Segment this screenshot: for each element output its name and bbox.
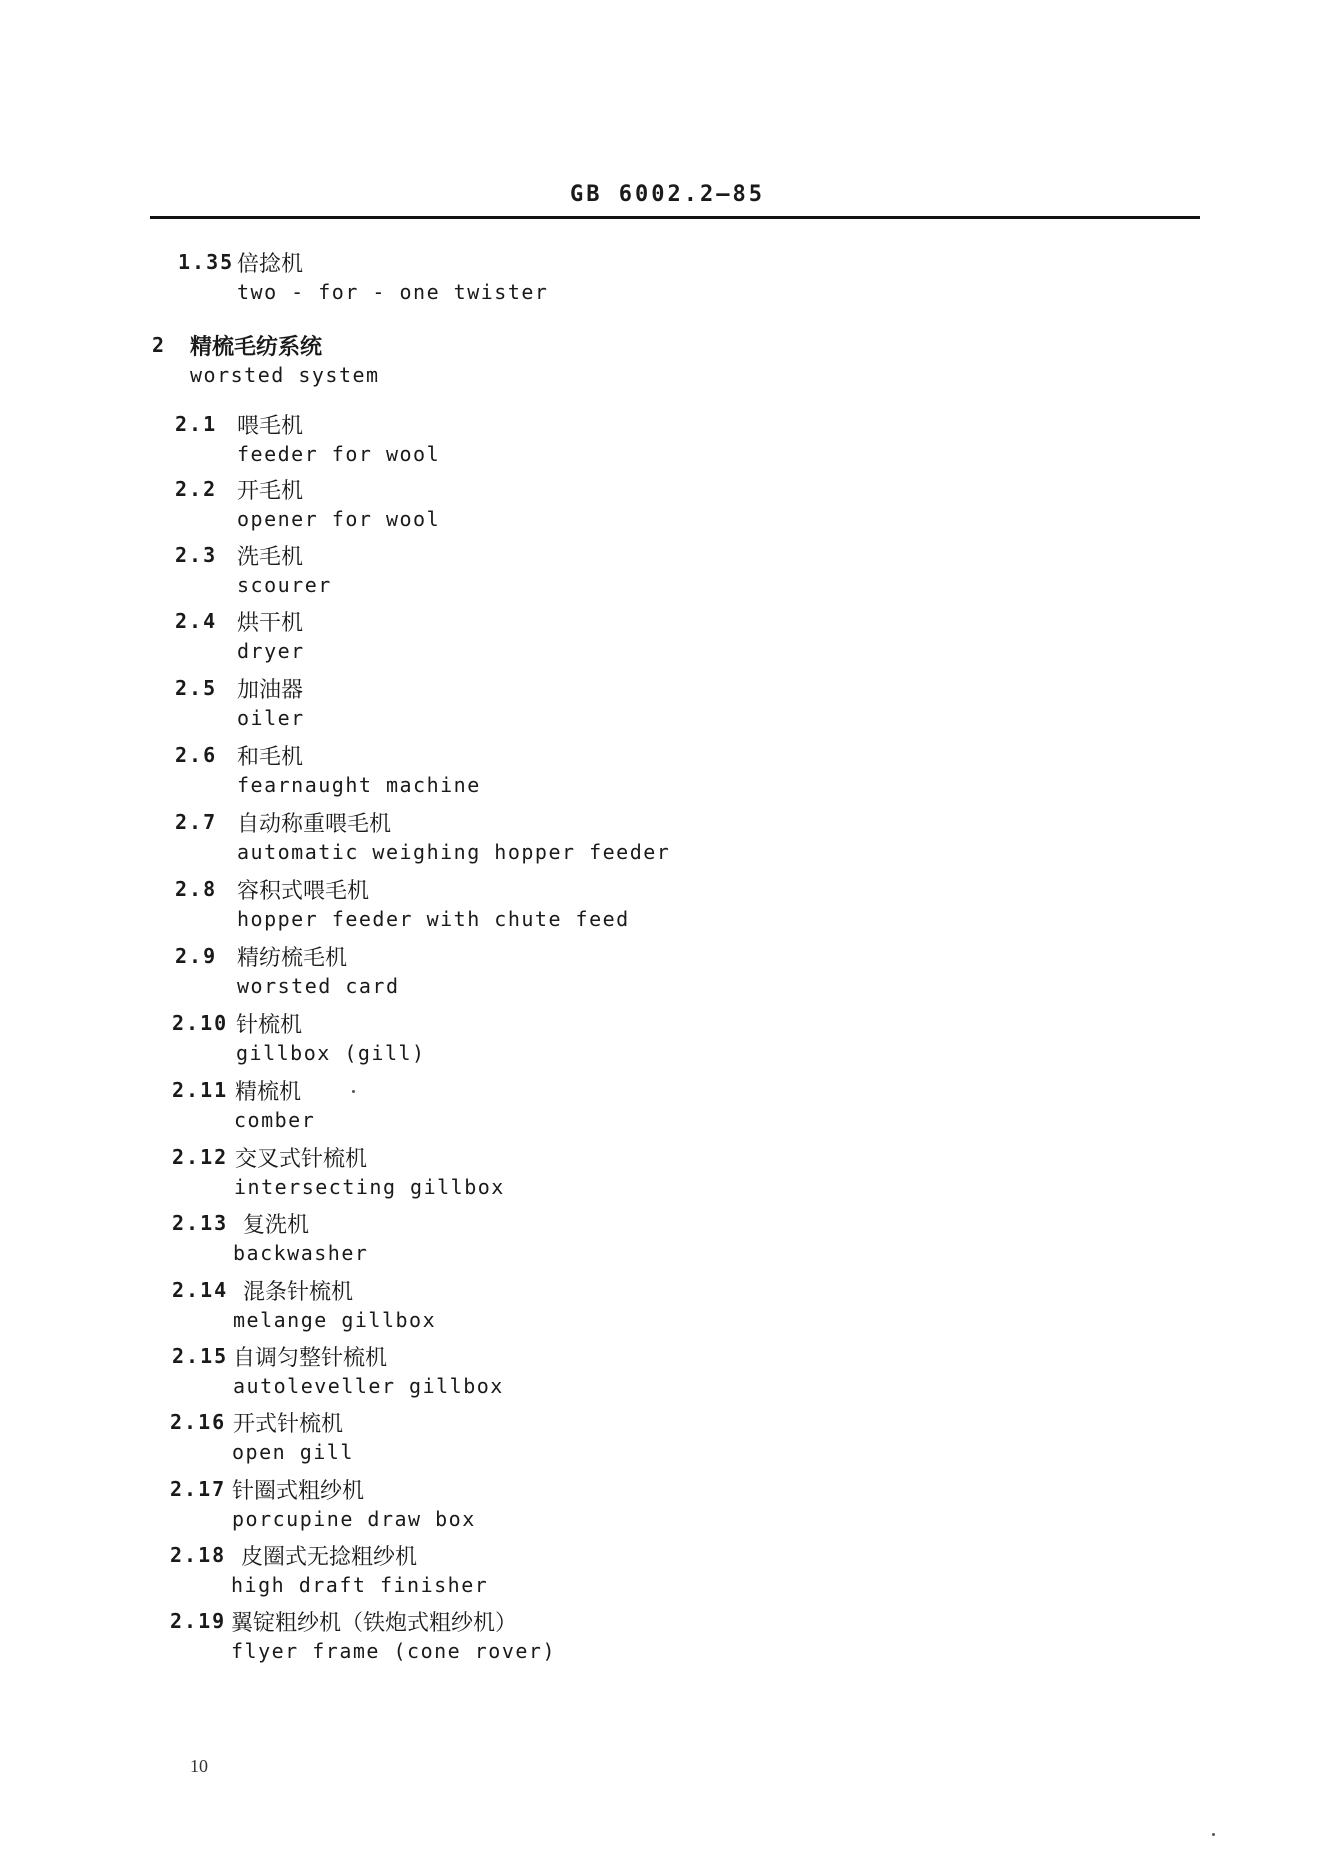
term-chinese: 精纺梳毛机 (237, 946, 348, 971)
page-number: 10 (190, 1756, 208, 1776)
term-chinese: 复洗机 (243, 1213, 310, 1238)
term-english: intersecting gillbox (234, 1175, 505, 1199)
term-english: two - for - one twister (237, 280, 549, 304)
term-english: hopper feeder with chute feed (237, 907, 630, 931)
term-english: scourer (237, 573, 332, 597)
term-chinese: 喂毛机 (237, 414, 304, 439)
term-english: dryer (237, 639, 305, 663)
term-english: fearnaught machine (237, 773, 481, 797)
term-chinese: 混条针梳机 (243, 1280, 354, 1305)
term-number: 2.11 (172, 1078, 229, 1102)
section-title-chinese: 精梳毛纺系统 (190, 335, 323, 360)
section-title-english: worsted system (190, 363, 380, 387)
term-number: 2.12 (172, 1145, 229, 1169)
term-chinese: 烘干机 (237, 611, 304, 636)
term-number: 2.17 (170, 1477, 227, 1501)
term-number: 2.19 (170, 1609, 227, 1633)
term-number: 2.3 (175, 543, 218, 567)
term-number: 2.16 (170, 1410, 227, 1434)
term-english: flyer frame (cone rover) (231, 1639, 556, 1663)
page-header (150, 182, 1200, 218)
term-english: melange gillbox (233, 1308, 437, 1332)
term-chinese: 交叉式针梳机 (235, 1147, 368, 1172)
scan-speck (1212, 1833, 1215, 1836)
term-english: open gill (232, 1440, 354, 1464)
term-number: 2.18 (170, 1543, 227, 1567)
term-number: 2.14 (172, 1278, 229, 1302)
term-chinese: 洗毛机 (237, 545, 304, 570)
term-english: opener for wool (237, 507, 441, 531)
term-number: 2.7 (175, 810, 218, 834)
term-chinese: 翼锭粗纱机（铁炮式粗纱机） (231, 1611, 518, 1636)
term-chinese: 针梳机 (236, 1013, 303, 1038)
term-chinese: 倍捻机 (237, 252, 304, 277)
header-rule (150, 216, 1200, 219)
term-number: 2.10 (172, 1011, 229, 1035)
term-english: porcupine draw box (232, 1507, 476, 1531)
term-english: backwasher (233, 1241, 369, 1265)
term-number: 2.2 (175, 477, 218, 501)
term-english: worsted card (237, 974, 400, 998)
section-number: 2 (152, 333, 167, 357)
term-number: 2.5 (175, 676, 218, 700)
term-number: 2.4 (175, 609, 218, 633)
scan-speck (352, 1090, 355, 1093)
term-english: high draft finisher (231, 1573, 489, 1597)
term-english: automatic weighing hopper feeder (237, 840, 671, 864)
term-number: 2.13 (172, 1211, 229, 1235)
standard-code: GB 6002.2—85 (570, 182, 765, 207)
term-chinese: 开式针梳机 (233, 1412, 344, 1437)
term-number: 2.1 (175, 412, 218, 436)
term-english: oiler (237, 706, 305, 730)
term-chinese: 自调匀整针梳机 (233, 1346, 388, 1371)
term-english: comber (234, 1108, 316, 1132)
term-chinese: 加油器 (237, 678, 304, 703)
term-chinese: 针圈式粗纱机 (232, 1479, 365, 1504)
term-english: autoleveller gillbox (233, 1374, 504, 1398)
term-english: feeder for wool (237, 442, 441, 466)
term-number: 2.9 (175, 944, 218, 968)
term-number: 1.35 (178, 250, 235, 274)
term-chinese: 精梳机 (235, 1080, 302, 1105)
term-chinese: 开毛机 (237, 479, 304, 504)
term-chinese: 容积式喂毛机 (237, 879, 370, 904)
term-number: 2.15 (172, 1344, 229, 1368)
term-chinese: 皮圈式无捻粗纱机 (241, 1545, 418, 1570)
term-chinese: 和毛机 (237, 745, 304, 770)
term-chinese: 自动称重喂毛机 (237, 812, 392, 837)
term-english: gillbox (gill) (236, 1041, 426, 1065)
term-number: 2.8 (175, 877, 218, 901)
term-number: 2.6 (175, 743, 218, 767)
